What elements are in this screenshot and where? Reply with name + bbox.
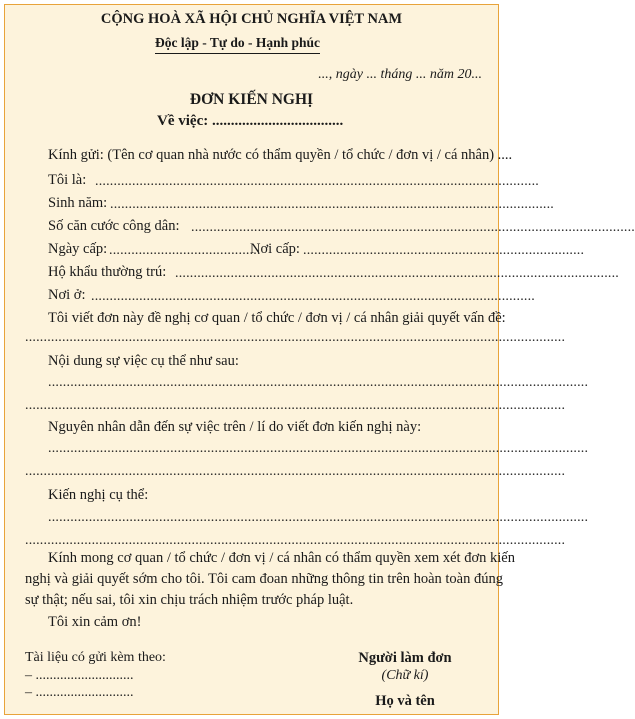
residence-field[interactable]: ........................................................................................................................ [175,266,619,281]
cause-label: Nguyên nhân dẫn đến sự việc trên / lí do viết đơn kiến nghị này: [48,419,422,435]
cause-field-line-2[interactable]: .................................................................................................................................................. [25,464,566,479]
id-number-field[interactable]: ........................................................................................................................ [191,220,635,235]
request-intro: Tôi viết đơn này đề nghị cơ quan / tổ chức / đơn vị / cá nhân giải quyết vấn đề: [48,310,506,326]
residence-label: Hộ khẩu thường trú: [48,264,167,280]
subject-label: Về việc: [157,113,209,129]
content-field-line-1[interactable]: .................................................................................................................................................. [48,375,589,390]
country-header: CỘNG HOÀ XÃ HỘI CHỦ NGHĨA VIỆT NAM [100,11,403,27]
issue-date-field[interactable]: ......................................... [109,243,261,258]
name-field[interactable]: ........................................................................................................................ [95,174,539,189]
birth-year-field[interactable]: ........................................................................................................................ [110,197,554,212]
petition-form-page [4,4,635,715]
issue-date-label: Ngày cấp: [48,241,108,257]
date-line: ..., ngày ... tháng ... năm 20... [318,67,482,82]
specific-label: Kiến nghị cụ thể: [48,487,149,503]
content-field-line-2[interactable]: .................................................................................................................................................. [25,398,566,413]
subject-line [157,113,343,130]
request-field[interactable]: .................................................................................................................................................. [25,330,566,345]
issue-place-label: Nơi cấp: [250,241,300,257]
attachments-label: Tài liệu có gửi kèm theo: [25,650,166,665]
document-title: ĐƠN KIẾN NGHỊ [189,91,314,108]
motto: Độc lập - Tự do - Hạnh phúc [155,35,320,54]
specific-field-line-1[interactable]: .................................................................................................................................................. [48,510,589,525]
name-label: Tôi là: [48,172,87,188]
thanks-line: Tôi xin cảm ơn! [48,614,142,630]
birth-label: Sinh năm: [48,195,108,211]
attachment-item-1[interactable]: – ............................ [25,668,134,683]
attachment-item-2[interactable]: – ............................ [25,685,134,700]
subject-blank: ................................... [211,113,344,129]
cause-field-line-1[interactable]: .................................................................................................................................................. [48,441,589,456]
signer-title: Người làm đơn [358,650,452,666]
address-label: Nơi ở: [48,287,86,303]
specific-field-line-2[interactable]: .................................................................................................................................................. [25,533,566,548]
address-field[interactable]: ........................................................................................................................ [91,289,535,304]
signer-full-name: Họ và tên [375,693,435,709]
closing-line-1: Kính mong cơ quan / tổ chức / đơn vị / cá nhân có thẩm quyền xem xét đơn kiến [48,550,515,566]
closing-line-2: nghị và giải quyết sớm cho tôi. Tôi cam đoan những thông tin trên hoàn toàn đúng [25,571,503,587]
recipient-line: Kính gửi: (Tên cơ quan nhà nước có thẩm quyền / tổ chức / đơn vị / cá nhân) .... [48,147,513,163]
id-label: Số căn cước công dân: [48,218,180,234]
signature-placeholder: (Chữ kí) [381,668,429,683]
closing-line-3: sự thật; nếu sai, tôi xin chịu trách nhiệm trước pháp luật. [25,592,354,608]
content-label: Nội dung sự việc cụ thể như sau: [48,353,239,369]
issue-place-field[interactable]: ............................................................................ [303,243,585,258]
